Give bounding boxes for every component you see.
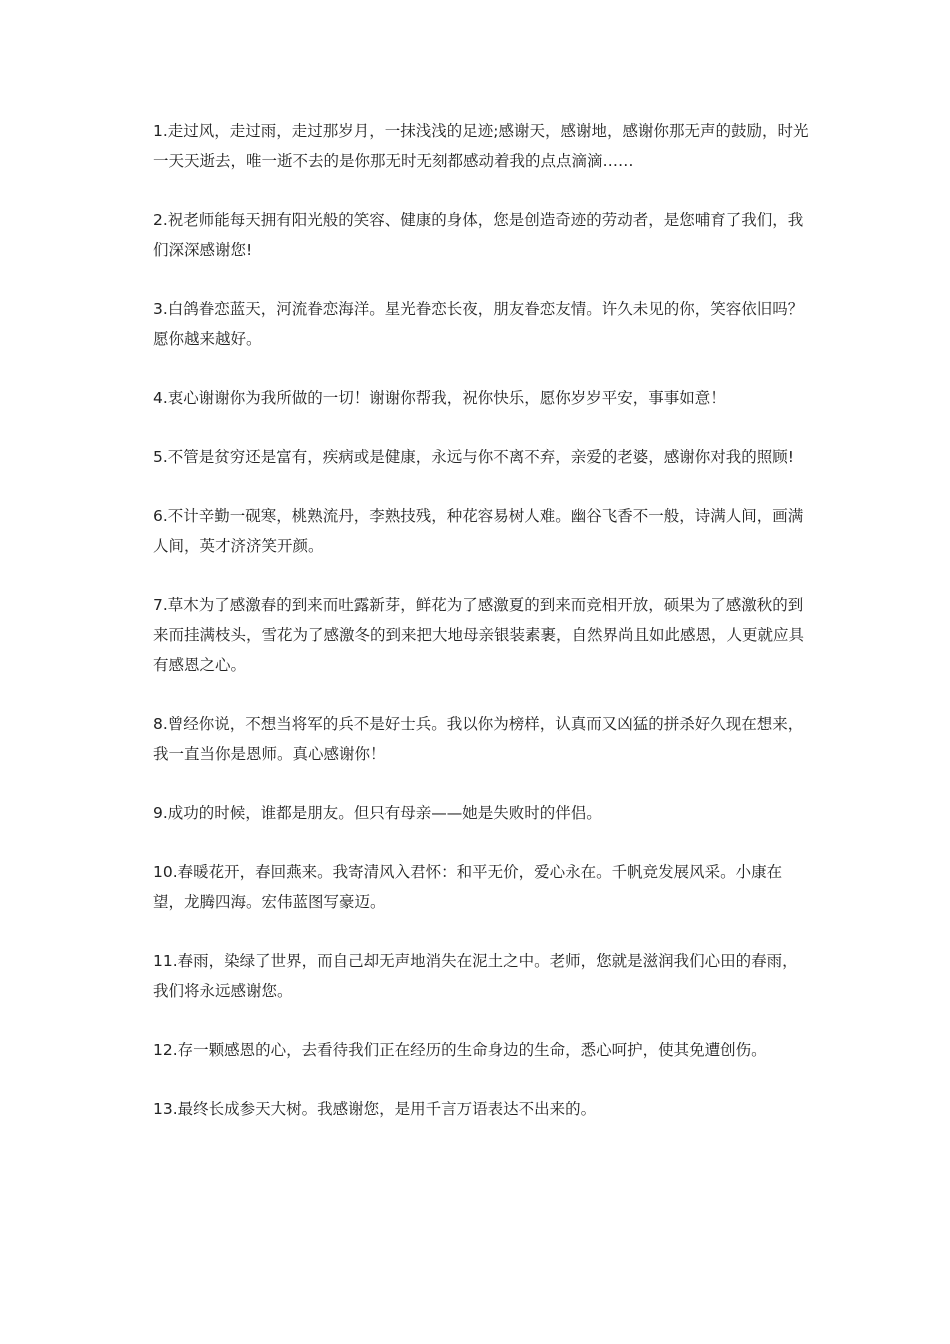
paragraph-3: 3.白鸽眷恋蓝天，河流眷恋海洋。星光眷恋长夜，朋友眷恋友情。许久未见的你，笑容依旧吗？愿你越来越好。: [153, 300, 804, 348]
paragraph-8: 8.曾经你说，不想当将军的兵不是好士兵。我以你为榜样，认真而又凶猛的拼杀好久现在想来，我一直当你是恩师。真心感谢你！: [153, 715, 804, 763]
paragraph-7: 7.草木为了感激春的到来而吐露新芽，鲜花为了感激夏的到来而竞相开放，硕果为了感激秋的到来而挂满枝头，雪花为了感激冬的到来把大地母亲银装素裹，自然界尚且如此感恩，人更就应具有感恩之心。: [153, 596, 805, 674]
paragraph-5: 5.不管是贫穷还是富有，疾病或是健康，永远与你不离不弃，亲爱的老婆，感谢你对我的照顾!: [153, 448, 795, 466]
paragraph-13: 13.最终长成参天大树。我感谢您，是用千言万语表达不出来的。: [153, 1100, 597, 1118]
paragraph-4: 4.衷心谢谢你为我所做的一切！谢谢你帮我，祝你快乐，愿你岁岁平安，事事如意！: [153, 389, 726, 407]
document-body: [153, 116, 813, 1153]
paragraph-1: 1.走过风，走过雨，走过那岁月，一抹浅浅的足迹;感谢天，感谢地，感谢你那无声的鼓励，时光一天天逝去，唯一逝不去的是你那无时无刻都感动着我的点点滴滴……: [153, 122, 809, 170]
paragraph-9: 9.成功的时候，谁都是朋友。但只有母亲——她是失败时的伴侣。: [153, 804, 602, 822]
paragraph-2: 2.祝老师能每天拥有阳光般的笑容、健康的身体，您是创造奇迹的劳动者，是您哺育了我们，我们深深感谢您!: [153, 211, 804, 259]
paragraph-10: 10.春暖花开，春回燕来。我寄清风入君怀：和平无价，爱心永在。千帆竞发展风采。小康在望，龙腾四海。宏伟蓝图写豪迈。: [153, 863, 783, 911]
paragraph-12: 12.存一颗感恩的心，去看待我们正在经历的生命身边的生命，悉心呵护，使其免遭创伤。: [153, 1041, 767, 1059]
paragraph-11: 11.春雨，染绿了世界，而自己却无声地消失在泥土之中。老师，您就是滋润我们心田的春雨，我们将永远感谢您。: [153, 952, 798, 1000]
paragraph-6: 6.不计辛勤一砚寒，桃熟流丹，李熟技残，种花容易树人难。幽谷飞香不一般，诗满人间，画满人间，英才济济笑开颜。: [153, 507, 804, 555]
